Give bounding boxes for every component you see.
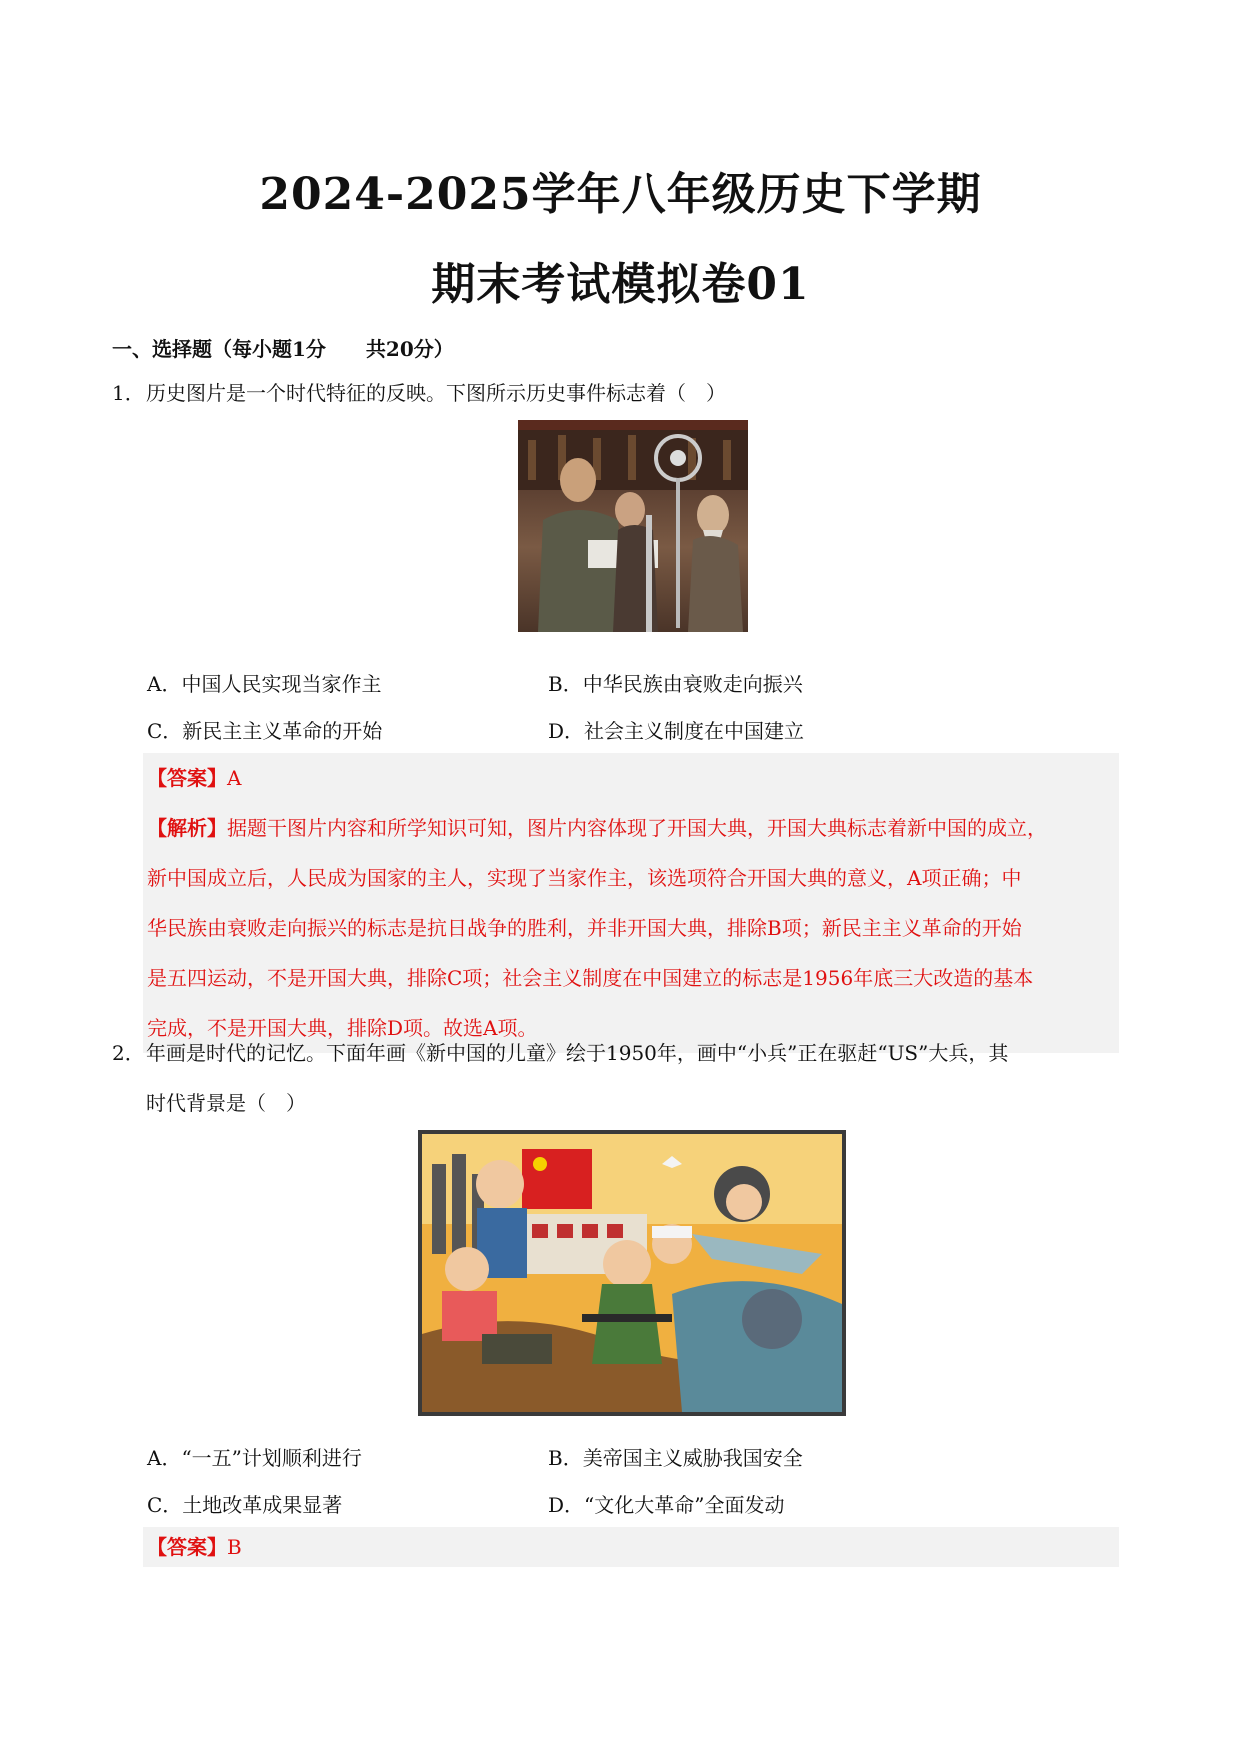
question-number: 1． — [112, 381, 145, 405]
q1-option-a: A．中国人民实现当家作主 — [147, 672, 382, 696]
q2-answer-line — [143, 1527, 1119, 1567]
q1-analysis-line-1 — [143, 803, 1119, 853]
analysis-label: 【解析】 — [147, 816, 227, 840]
q1-analysis-line-5: 完成，不是开国大典，排除D项。故选A项。 — [147, 1016, 538, 1040]
q2-option-c: C．土地改革成果显著 — [147, 1493, 343, 1517]
question-2-line2: 时代背景是（ ） — [146, 1091, 306, 1115]
q2-option-a: A．“一五”计划顺利进行 — [147, 1446, 362, 1470]
question-number: 2． — [112, 1041, 145, 1065]
new-china-children-poster — [418, 1130, 846, 1416]
q2-option-d: D．“文化大革命”全面发动 — [548, 1493, 785, 1517]
q1-analysis-line-3: 华民族由衰败走向振兴的标志是抗日战争的胜利，并非开国大典，排除B项；新民主主义革命的开始 — [147, 916, 1022, 940]
answer-value: B — [227, 1535, 242, 1559]
question-2 — [112, 1028, 1008, 1078]
page-title-line1: 2024-2025学年八年级历史下学期 — [259, 169, 982, 220]
answer-label: 【答案】 — [147, 1535, 227, 1559]
section-heading: 一、选择题（每小题1分 共20分） — [112, 337, 454, 361]
q1-analysis-line-4: 是五四运动，不是开国大典，排除C项；社会主义制度在中国建立的标志是1956年底三大改造的基本 — [147, 966, 1034, 990]
question-1 — [112, 368, 726, 418]
q1-option-d: D．社会主义制度在中国建立 — [548, 719, 805, 743]
question-text: 历史图片是一个时代特征的反映。下图所示历史事件标志着（ ） — [146, 381, 726, 405]
page-title-line2: 期末考试模拟卷01 — [431, 259, 810, 310]
q1-analysis-line-2: 新中国成立后，人民成为国家的主人，实现了当家作主，该选项符合开国大典的意义，A项正确；中 — [147, 866, 1022, 890]
question-text-line1: 年画是时代的记忆。下面年画《新中国的儿童》绘于1950年，画中“小兵”正在驱赶“US”大兵，其 — [146, 1041, 1009, 1065]
q2-option-b: B．美帝国主义威胁我国安全 — [548, 1446, 803, 1470]
analysis-text: 据题干图片内容和所学知识可知，图片内容体现了开国大典，开国大典标志着新中国的成立， — [227, 816, 1047, 840]
founding-ceremony-photo — [518, 420, 748, 632]
q1-answer-line — [143, 753, 1119, 803]
q2-answer-box — [143, 1527, 1119, 1567]
answer-label: 【答案】 — [147, 766, 227, 790]
answer-value: A — [227, 766, 242, 790]
q1-option-c: C．新民主主义革命的开始 — [147, 719, 383, 743]
q1-option-b: B．中华民族由衰败走向振兴 — [548, 672, 803, 696]
q1-answer-box — [143, 753, 1119, 1053]
